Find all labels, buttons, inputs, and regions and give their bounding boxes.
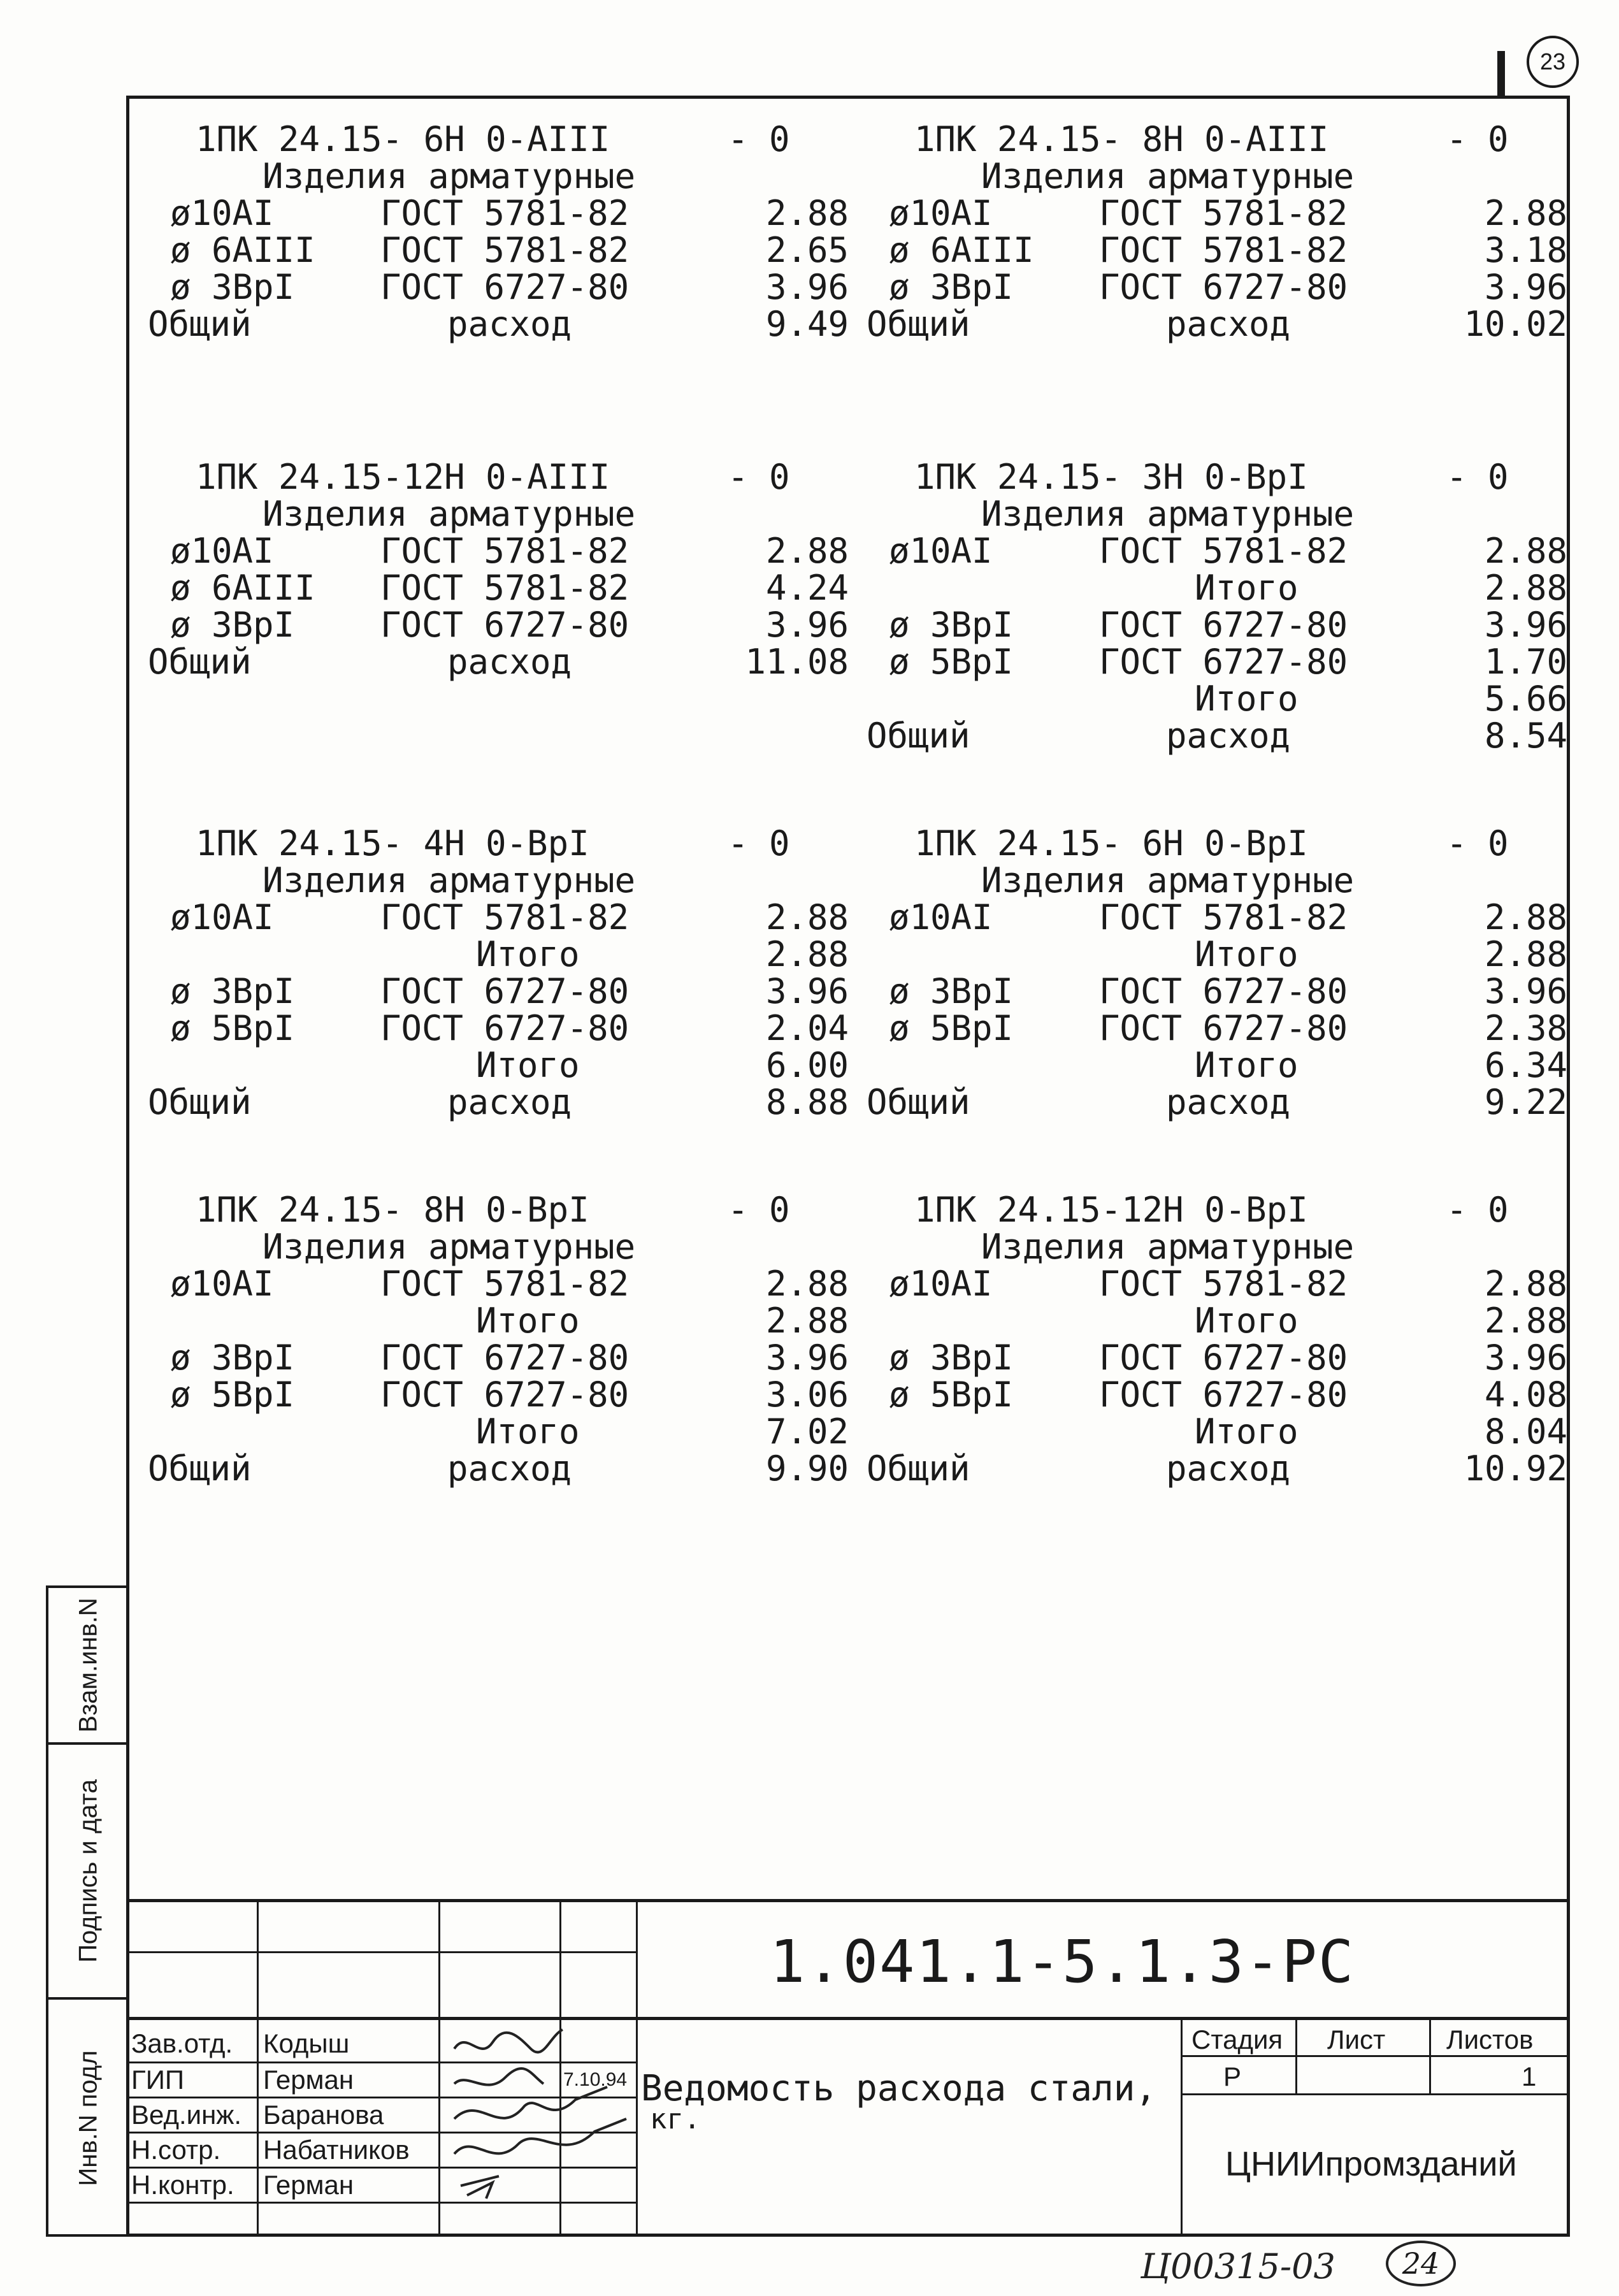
row-label: ø 5BрI	[170, 1375, 295, 1415]
row-mass: 8.54	[1484, 716, 1567, 756]
row-standard: расход	[1166, 716, 1291, 756]
row-standard: ГОСТ 6727-80	[380, 605, 630, 645]
row-mass: 3.96	[765, 605, 849, 645]
side-strip	[46, 1585, 126, 2237]
spec-table-row	[148, 936, 849, 973]
archive-stamp: Ц00315-03	[1140, 2246, 1335, 2286]
row-standard: ГОСТ 6727-80	[1099, 605, 1348, 645]
side-label-signature: Подпись и дата	[74, 1779, 103, 1963]
page-number: 23	[1527, 36, 1579, 88]
spec-table-title: 1ПК 24.15-12Н 0-BрI	[914, 1190, 1308, 1230]
row-label: ø 3BрI	[889, 267, 1014, 307]
row-mass: 2.88	[765, 897, 849, 937]
signer-role: Зав.отд.	[131, 2028, 233, 2058]
spec-table-row	[148, 306, 849, 343]
sheet-title-unit: кг.	[650, 2103, 701, 2135]
spec-table-row	[867, 232, 1567, 269]
row-mass: 3.96	[1484, 605, 1567, 645]
row-label: ø10AI	[889, 897, 993, 937]
row-mass: 3.06	[765, 1375, 849, 1415]
spec-table-row	[148, 607, 849, 644]
row-mass: 2.65	[765, 230, 849, 270]
signer-name: Баранова	[263, 2100, 384, 2130]
spec-table-subtitle: Изделия арматурные	[263, 860, 636, 900]
row-standard: ГОСТ 5781-82	[1099, 193, 1348, 233]
row-mass: 6.00	[765, 1045, 849, 1085]
stage-value: Р	[1223, 2061, 1242, 2091]
spec-table-subtitle: Изделия арматурные	[981, 156, 1355, 196]
row-standard: Итого	[476, 934, 580, 974]
spec-table-row	[148, 1376, 849, 1413]
row-label: ø 6AIII	[889, 230, 1034, 270]
spec-table-row	[148, 195, 849, 232]
row-mass: 2.88	[1484, 568, 1567, 608]
signer-name: Герман	[263, 2065, 354, 2095]
row-label: Общий	[148, 304, 252, 344]
signatures	[442, 2023, 633, 2237]
title-block	[126, 1899, 1570, 2237]
spec-table-row	[867, 306, 1567, 343]
row-mass: 4.24	[765, 568, 849, 608]
row-label: ø 5BрI	[889, 1008, 1014, 1048]
row-standard: расход	[1166, 1082, 1291, 1122]
row-mass: 6.34	[1484, 1045, 1567, 1085]
spec-table-title-value: - 0	[1446, 823, 1509, 863]
spec-table-row	[867, 1266, 1567, 1303]
row-standard: ГОСТ 6727-80	[380, 1375, 630, 1415]
signer-role: Н.сотр.	[131, 2135, 221, 2165]
spec-table-row	[867, 1376, 1567, 1413]
row-standard: Итого	[1195, 679, 1299, 719]
spec-table-subtitle: Изделия арматурные	[263, 1227, 636, 1267]
spec-table-row	[148, 570, 849, 607]
row-standard: ГОСТ 5781-82	[380, 1264, 630, 1304]
row-label: Общий	[867, 1082, 970, 1122]
signer-role: Вед.инж.	[131, 2100, 242, 2130]
spec-table-row	[867, 1084, 1567, 1121]
row-label: ø10AI	[170, 1264, 274, 1304]
spec-table-subtitle: Изделия арматурные	[981, 494, 1355, 534]
row-standard: ГОСТ 5781-82	[380, 230, 630, 270]
row-standard: ГОСТ 6727-80	[1099, 642, 1348, 682]
row-mass: 1.70	[1484, 642, 1567, 682]
row-mass: 2.88	[1484, 1264, 1567, 1304]
spec-table-row	[867, 644, 1567, 681]
row-mass: 9.22	[1484, 1082, 1567, 1122]
row-mass: 2.88	[1484, 897, 1567, 937]
row-label: ø 6AIII	[170, 230, 315, 270]
sheets-value: 1	[1522, 2061, 1537, 2091]
row-label: ø 3BрI	[170, 267, 295, 307]
row-standard: расход	[447, 1082, 572, 1122]
spec-table-row	[148, 644, 849, 681]
spec-table-title: 1ПК 24.15- 4Н 0-BрI	[196, 823, 589, 863]
row-standard: Итого	[476, 1301, 580, 1341]
spec-table-row	[867, 718, 1567, 755]
spec-table-subtitle: Изделия арматурные	[263, 156, 636, 196]
row-standard: Итого	[1195, 1045, 1299, 1085]
row-mass: 2.88	[765, 1264, 849, 1304]
row-standard: ГОСТ 6727-80	[1099, 971, 1348, 1011]
row-standard: ГОСТ 6727-80	[1099, 1338, 1348, 1378]
spec-table-subtitle: Изделия арматурные	[981, 860, 1355, 900]
spec-table-row	[867, 1339, 1567, 1376]
row-standard: Итого	[476, 1412, 580, 1452]
row-standard: ГОСТ 5781-82	[1099, 531, 1348, 571]
spec-table	[867, 825, 1567, 1121]
spec-table-row	[148, 1339, 849, 1376]
signer-role: ГИП	[131, 2065, 185, 2095]
row-mass: 10.02	[1464, 304, 1567, 344]
row-mass: 2.88	[765, 1301, 849, 1341]
stage-header: Стадия	[1191, 2025, 1283, 2054]
spec-table-row	[867, 1010, 1567, 1047]
row-label: Общий	[148, 642, 252, 682]
approval-date: 7.10.94	[563, 2069, 628, 2090]
row-label: ø 5BрI	[170, 1008, 295, 1048]
row-mass: 9.90	[765, 1448, 849, 1489]
row-label: ø 3BрI	[889, 605, 1014, 645]
spec-table-subtitle: Изделия арматурные	[981, 1227, 1355, 1267]
spec-table-row	[148, 232, 849, 269]
row-mass: 3.96	[765, 971, 849, 1011]
signer-name: Кодыш	[263, 2028, 350, 2058]
spec-table-row	[148, 1266, 849, 1303]
row-standard: ГОСТ 6727-80	[380, 267, 630, 307]
archive-stamp-circle: 24	[1386, 2241, 1456, 2286]
row-label: ø10AI	[889, 1264, 993, 1304]
row-mass: 5.66	[1484, 679, 1567, 719]
spec-table-row	[867, 1303, 1567, 1339]
document-code: 1.041.1-5.1.3-PC	[770, 1928, 1355, 1996]
spec-table	[148, 825, 849, 1121]
row-standard: расход	[1166, 1448, 1291, 1489]
row-mass: 4.08	[1484, 1375, 1567, 1415]
sheet-title: Ведомость расхода стали,	[641, 2068, 1157, 2109]
row-standard: Итого	[476, 1045, 580, 1085]
signer-role: Н.контр.	[131, 2170, 234, 2200]
row-standard: ГОСТ 6727-80	[1099, 267, 1348, 307]
spec-table-row	[148, 1450, 849, 1487]
row-mass: 3.96	[1484, 267, 1567, 307]
row-mass: 8.88	[765, 1082, 849, 1122]
page-number-tick	[1497, 51, 1505, 96]
row-standard: ГОСТ 5781-82	[1099, 897, 1348, 937]
spec-table-row	[867, 1413, 1567, 1450]
spec-table-row	[867, 533, 1567, 570]
row-label: ø 3BрI	[170, 971, 295, 1011]
spec-table-title: 1ПК 24.15- 8Н 0-AIII	[914, 119, 1329, 159]
spec-table-row	[148, 1047, 849, 1084]
row-mass: 2.88	[1484, 193, 1567, 233]
row-standard: Итого	[1195, 1412, 1299, 1452]
spec-table	[148, 459, 849, 681]
row-mass: 8.04	[1484, 1412, 1567, 1452]
row-mass: 2.38	[1484, 1008, 1567, 1048]
row-mass: 3.96	[1484, 1338, 1567, 1378]
spec-table-row	[148, 269, 849, 306]
row-mass: 3.96	[765, 1338, 849, 1378]
row-label: ø10AI	[889, 531, 993, 571]
row-label: Общий	[867, 1448, 970, 1489]
row-mass: 2.04	[765, 1008, 849, 1048]
row-label: Общий	[867, 304, 970, 344]
row-mass: 10.92	[1464, 1448, 1567, 1489]
spec-table	[867, 121, 1567, 343]
spec-table-subtitle: Изделия арматурные	[263, 494, 636, 534]
spec-table-row	[867, 195, 1567, 232]
row-standard: ГОСТ 6727-80	[380, 1008, 630, 1048]
row-label: ø 6AIII	[170, 568, 315, 608]
row-standard: ГОСТ 6727-80	[1099, 1008, 1348, 1048]
row-mass: 2.88	[765, 934, 849, 974]
spec-table	[148, 121, 849, 343]
spec-table-row	[867, 607, 1567, 644]
spec-table-title-value: - 0	[728, 119, 790, 159]
side-label-replacement: Взам.инв.N	[74, 1598, 103, 1733]
sheets-header: Листов	[1446, 2025, 1534, 2054]
row-mass: 3.18	[1484, 230, 1567, 270]
spec-table-row	[148, 1084, 849, 1121]
signer-name: Набатников	[263, 2135, 410, 2165]
spec-table-row	[148, 1413, 849, 1450]
spec-table-title: 1ПК 24.15-12Н 0-AIII	[196, 457, 610, 497]
spec-table-row	[867, 936, 1567, 973]
row-label: Общий	[867, 716, 970, 756]
spec-table	[148, 1192, 849, 1487]
row-mass: 3.96	[765, 267, 849, 307]
spec-table-title-value: - 0	[728, 823, 790, 863]
side-cell-inventory	[48, 1997, 129, 2237]
row-label: ø 5BрI	[889, 642, 1014, 682]
row-standard: ГОСТ 6727-80	[380, 1338, 630, 1378]
row-mass: 2.88	[1484, 1301, 1567, 1341]
row-standard: ГОСТ 5781-82	[380, 193, 630, 233]
spec-table-row	[148, 1303, 849, 1339]
row-label: ø10AI	[170, 897, 274, 937]
spec-table-row	[867, 269, 1567, 306]
row-mass: 7.02	[765, 1412, 849, 1452]
spec-table-row	[867, 973, 1567, 1010]
organization: ЦНИИпромзданий	[1225, 2145, 1517, 2183]
side-cell-signature	[48, 1742, 129, 1997]
row-mass: 3.96	[1484, 971, 1567, 1011]
row-standard: ГОСТ 6727-80	[1099, 1375, 1348, 1415]
row-label: ø10AI	[889, 193, 993, 233]
row-standard: ГОСТ 5781-82	[380, 568, 630, 608]
spec-table-title-value: - 0	[728, 1190, 790, 1230]
row-standard: Итого	[1195, 568, 1299, 608]
row-standard: расход	[447, 304, 572, 344]
row-label: ø 3BрI	[889, 971, 1014, 1011]
spec-table-title: 1ПК 24.15- 6Н 0-BрI	[914, 823, 1308, 863]
row-mass: 2.88	[1484, 934, 1567, 974]
row-label: ø 3BрI	[170, 1338, 295, 1378]
row-mass: 2.88	[765, 193, 849, 233]
row-standard: расход	[1166, 304, 1291, 344]
spec-table-title: 1ПК 24.15- 6Н 0-AIII	[196, 119, 610, 159]
spec-table-row	[148, 1010, 849, 1047]
spec-table-row	[867, 570, 1567, 607]
row-label: Общий	[148, 1082, 252, 1122]
spec-table-row	[148, 973, 849, 1010]
row-standard: Итого	[1195, 1301, 1299, 1341]
spec-table-title-value: - 0	[1446, 457, 1509, 497]
spec-table	[867, 1192, 1567, 1487]
spec-table	[867, 459, 1567, 755]
row-standard: ГОСТ 5781-82	[380, 897, 630, 937]
spec-table-title-value: - 0	[1446, 1190, 1509, 1230]
spec-table-title: 1ПК 24.15- 3Н 0-BрI	[914, 457, 1308, 497]
spec-table-row	[867, 681, 1567, 718]
spec-table-row	[867, 1047, 1567, 1084]
row-mass: 2.88	[1484, 531, 1567, 571]
row-standard: ГОСТ 5781-82	[1099, 1264, 1348, 1304]
spec-table-row	[148, 533, 849, 570]
side-cell-replacement	[48, 1588, 129, 1742]
spec-table-title-value: - 0	[1446, 119, 1509, 159]
spec-table-row	[867, 1450, 1567, 1487]
spec-table-title-value: - 0	[728, 457, 790, 497]
row-label: ø10AI	[170, 531, 274, 571]
row-label: Общий	[148, 1448, 252, 1489]
row-label: ø10AI	[170, 193, 274, 233]
row-label: ø 3BрI	[889, 1338, 1014, 1378]
row-mass: 11.08	[745, 642, 849, 682]
side-label-inventory: Инв.N подл	[74, 2050, 103, 2186]
spec-table-row	[148, 899, 849, 936]
spec-table-row	[867, 899, 1567, 936]
sheet-header: Лист	[1327, 2025, 1386, 2054]
row-standard: ГОСТ 6727-80	[380, 971, 630, 1011]
row-standard: расход	[447, 642, 572, 682]
row-label: ø 5BрI	[889, 1375, 1014, 1415]
row-mass: 9.49	[765, 304, 849, 344]
row-label: ø 3BрI	[170, 605, 295, 645]
row-standard: ГОСТ 5781-82	[1099, 230, 1348, 270]
row-standard: расход	[447, 1448, 572, 1489]
spec-table-title: 1ПК 24.15- 8Н 0-BрI	[196, 1190, 589, 1230]
row-mass: 2.88	[765, 531, 849, 571]
signer-name: Герман	[263, 2170, 354, 2200]
row-standard: Итого	[1195, 934, 1299, 974]
row-standard: ГОСТ 5781-82	[380, 531, 630, 571]
